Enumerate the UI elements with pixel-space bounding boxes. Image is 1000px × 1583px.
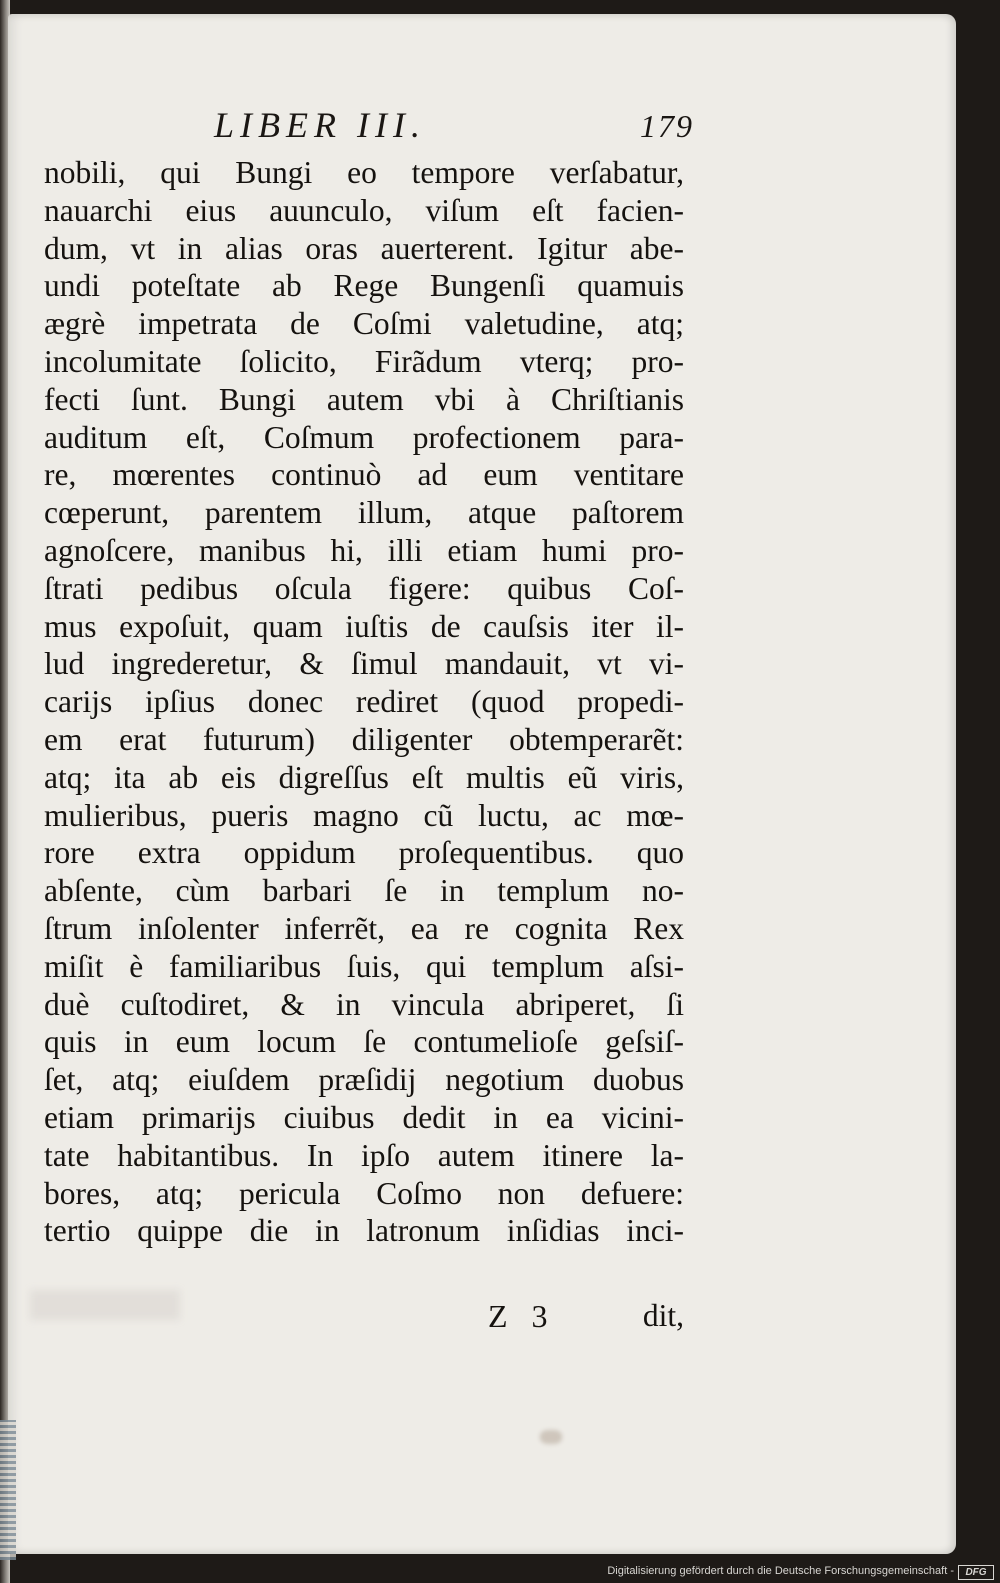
text-line: dum, vt in alias oras auerterent. Igitur abe- xyxy=(44,230,684,266)
text-line: nauarchi eius auunculo, viſum eſt facien- xyxy=(44,192,684,228)
signature-mark: Z 3 xyxy=(488,1298,556,1334)
text-line: incolumitate ſolicito, Firãdum vterq; pro- xyxy=(44,343,684,379)
text-line: miſit è familiaribus ſuis, qui templum aſsi- xyxy=(44,948,684,984)
digitization-credit: Digitalisierung gefördert durch die Deutsche Forschungsgemeinschaft - xyxy=(607,1565,954,1577)
text-line: mus expoſuit, quam iuſtis de cauſsis iter il- xyxy=(44,608,684,644)
running-head-title: LIBER III. xyxy=(214,105,426,145)
page-foot xyxy=(44,1298,684,1338)
text-line: carijs ipſius donec rediret (quod propedi- xyxy=(44,684,684,720)
text-line: duè cuſtodiret, & in vincula abriperet, ſi xyxy=(44,986,684,1022)
page-number: 179 xyxy=(640,108,694,144)
paper-smudge xyxy=(540,1430,562,1444)
text-line: ægrè impetrata de Coſmi valetudine, atq; xyxy=(44,306,684,342)
dfg-logo: DFG xyxy=(958,1565,994,1580)
text-line: cœperunt, parentem illum, atque paſtorem xyxy=(44,495,684,531)
text-line: etiam primarijs ciuibus dedit in ea vicini- xyxy=(44,1099,684,1135)
text-line: undi poteſtate ab Rege Bungenſi quamuis xyxy=(44,268,684,304)
text-line: quis in eum locum ſe contumelioſe geſsiſ- xyxy=(44,1024,684,1060)
text-line: em erat futurum) diligenter obtemperarẽt: xyxy=(44,721,684,757)
text-line: lud ingrederetur, & ſimul mandauit, vt vi- xyxy=(44,646,684,682)
text-line: ſet, atq; eiuſdem præſidij negotium duobus xyxy=(44,1062,684,1098)
text-line: agnoſcere, manibus hi, illi etiam humi pro- xyxy=(44,532,684,568)
text-line: mulieribus, pueris magno cũ luctu, ac mœ- xyxy=(44,797,684,833)
text-line: rore extra oppidum proſequentibus. quo xyxy=(44,835,684,871)
text-line: atq; ita ab eis digreſſus eſt multis eũ viris, xyxy=(44,759,684,795)
text-line: abſente, cùm barbari ſe in templum no- xyxy=(44,873,684,909)
catchword: dit, xyxy=(642,1298,684,1333)
text-line: tate habitantibus. In ipſo autem itinere la- xyxy=(44,1137,684,1173)
book-binding-edge xyxy=(0,1420,16,1560)
text-line: tertio quippe die in latronum inſidias inci- xyxy=(44,1213,684,1249)
text-line: fecti ſunt. Bungi autem vbi à Chriſtianis xyxy=(44,381,684,417)
body-text xyxy=(44,154,684,1250)
text-line: nobili, qui Bungi eo tempore verſabatur, xyxy=(44,155,684,190)
text-line: re, mœrentes continuò ad eum ventitare xyxy=(44,457,684,493)
running-head xyxy=(214,104,694,154)
text-line: ſtrati pedibus oſcula figere: quibus Coſ- xyxy=(44,570,684,606)
text-line: auditum eſt, Coſmum profectionem para- xyxy=(44,419,684,455)
text-line: bores, atq; pericula Coſmo non defuere: xyxy=(44,1175,684,1211)
text-line: ſtrum inſolenter inferrẽt, ea re cognita Rex xyxy=(44,910,684,946)
